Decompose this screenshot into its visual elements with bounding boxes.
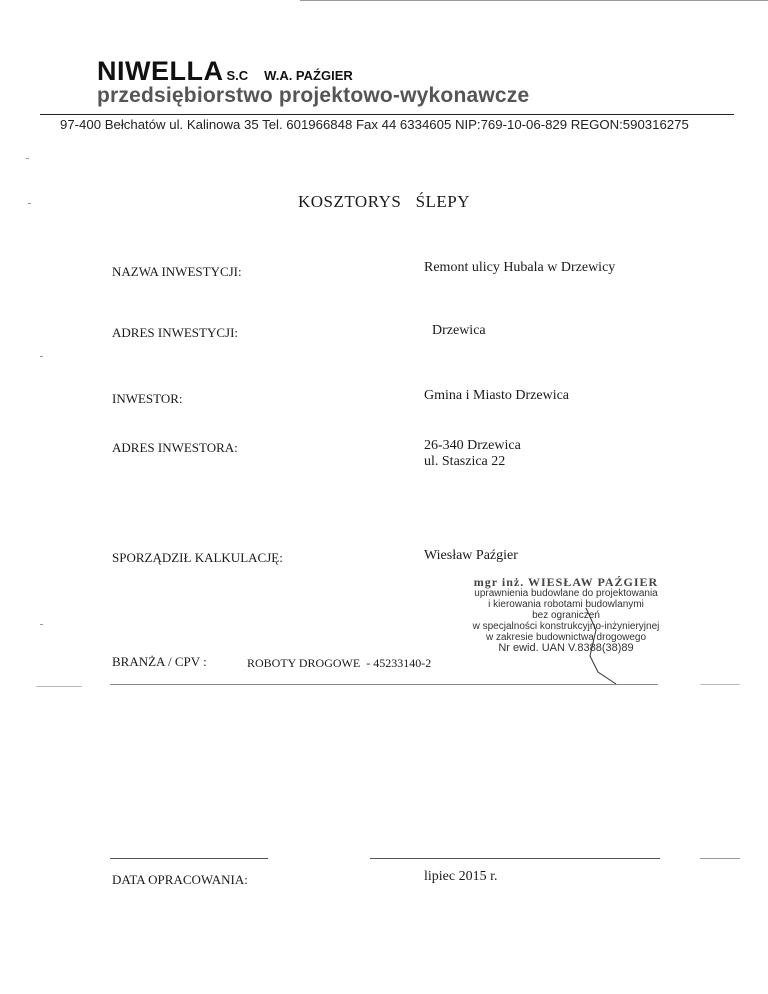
scan-speck (40, 624, 43, 625)
prepared-by-label: SPORZĄDZIŁ KALKULACJĘ: (112, 550, 283, 565)
date-divider (700, 858, 740, 859)
section-divider (36, 686, 82, 687)
stamp-line: i kierowania robotami budowlanymi (488, 599, 644, 610)
investor-value: Gmina i Miasto Drzewica (424, 388, 570, 403)
industry-cpv-label: BRANŻA / CPV : (112, 654, 207, 669)
date-value: lipiec 2015 r. (424, 869, 498, 884)
investor-label: INWESTOR: (112, 391, 183, 406)
investor-address-label: ADRES INWESTORA: (112, 440, 238, 455)
date-label: DATA OPRACOWANIA: (112, 872, 248, 887)
investment-name-label: NAZWA INWESTYCJI: (112, 264, 242, 279)
section-divider (700, 684, 740, 685)
date-divider (370, 858, 660, 859)
stamp-name: mgr inż. WIESŁAW PAŹGIER (473, 575, 659, 589)
signature-stroke (582, 606, 622, 686)
section-divider (110, 684, 658, 685)
investment-name-value: Remont ulicy Hubala w Drzewicy (424, 260, 616, 275)
date-divider (110, 858, 268, 859)
stamp-line: uprawnienia budowlane do projektowania (474, 588, 658, 599)
investor-address-line1: 26-340 Drzewica (424, 438, 521, 453)
scan-speck (26, 158, 29, 159)
investment-address-label: ADRES INWESTYCJI: (112, 325, 239, 340)
company-form: S.C (226, 68, 249, 83)
industry-cpv-value: ROBOTY DROGOWE - 45233140-2 (247, 656, 432, 670)
company-address: 97-400 Bełchatów ul. Kalinowa 35 Tel. 601966848 Fax 44 6334605 NIP:769-10-06-829 REGON:590316275 (60, 117, 689, 132)
prepared-by-value: Wiesław Paźgier (424, 548, 518, 563)
company-name: NIWELLA (97, 56, 224, 86)
stamp-registration: Nr ewid. UAN V.8388(38)89 (498, 642, 634, 654)
top-edge-rule (300, 0, 768, 1)
stamp-line: w specjalności konstrukcyjno-inżynieryjnej (472, 621, 660, 632)
header-divider (40, 114, 734, 115)
document-title: KOSZTORYS ŚLEPY (297, 192, 471, 211)
company-logo (97, 56, 353, 87)
engineer-stamp (448, 577, 684, 654)
company-tagline: przedsiębiorstwo projektowo-wykonawcze (97, 84, 530, 107)
stamp-line: bez ograniczeń (532, 610, 600, 621)
investment-address-value: Drzewica (432, 323, 486, 338)
scan-speck (40, 356, 43, 357)
company-owner: W.A. PAŹGIER (264, 68, 353, 83)
stamp-line: w zakresie budownictwa drogowego (485, 632, 647, 643)
investor-address-line2: ul. Staszica 22 (424, 454, 506, 469)
